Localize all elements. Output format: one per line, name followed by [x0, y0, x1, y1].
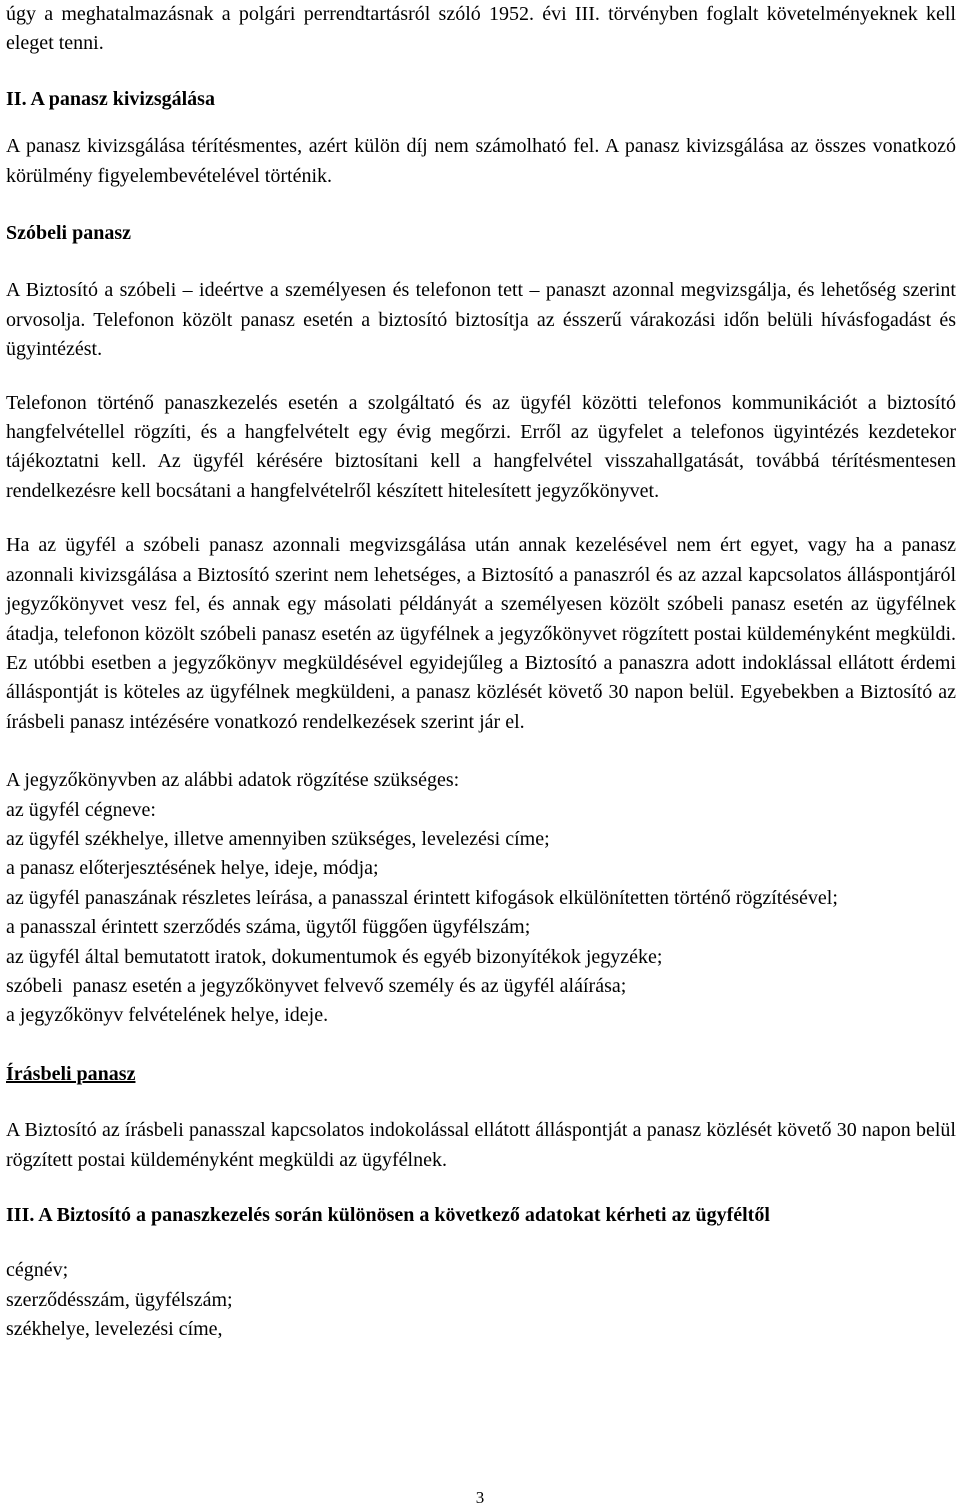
written-complaint-paragraph: A Biztosító az írásbeli panasszal kapcsolatos indokolással ellátott álláspontját a panasz közlését követő 30 napon belül rögzített postai küldeményként megküldi az ügyfélnek.: [6, 1119, 956, 1171]
oral-complaint-paragraph-2: Telefonon történő panaszkezelés esetén a szolgáltató és az ügyfél közötti telefonos kommunikációt a biztosító hangfelvétellel rögzíti, és a hangfelvételt egy évig megőrzi. Erről az ügyfelet a telefonos ügyintézés kezdetekor tájékoztatni kell. Az ügyfél kérésére biztosítani kell a hangfelvétel visszahallgatását, továbbá térítésmentesen rendelkezésre kell bocsátani a hangfelvételről készített hitelesített jegyzőkönyvet.: [6, 391, 956, 502]
record-intro: A jegyzőkönyvben az alábbi adatok rögzítése szükséges:: [6, 769, 460, 792]
written-complaint-heading: Írásbeli panasz: [6, 1062, 136, 1085]
section-2-heading: II. A panasz kivizsgálása: [6, 87, 215, 110]
requested-data-item: szerződésszám, ügyfélszám;: [6, 1288, 233, 1311]
oral-complaint-heading: Szóbeli panasz: [6, 222, 132, 245]
oral-complaint-paragraph-1: A Biztosító a szóbeli – ideértve a személyesen és telefonon tett – panaszt azonnal megvizsgálja, és lehetőség szerint orvosolja. Telefonon közölt panasz esetén a biztosító biztosítja az ésszerű várakozási időn belüli hívásfogadást és ügyintézést.: [6, 279, 956, 361]
record-item: a panasz előterjesztésének helye, ideje, módja;: [6, 857, 379, 880]
oral-complaint-paragraph-3: [6, 531, 956, 737]
record-item: a jegyzőkönyv felvételének helye, ideje.: [6, 1004, 329, 1027]
section-2-paragraph: A panasz kivizsgálása térítésmentes, azért külön díj nem számolható fel. A panasz kivizsgálása az összes vonatkozó körülmény figyelembevételével történik.: [6, 135, 956, 187]
oral-complaint-paragraph-3-main: Ha az ügyfél a szóbeli panasz azonnali megvizsgálása után annak kezelésével nem ért egyet, vagy ha a panasz azonnali kivizsgálása a Biztosító szerint nem lehetséges, a Biztosító a panaszról és az azzal kapcsolatos álláspontjáról jegyzőkönyvet vesz fel, és annak egy másolati példányát a személyesen közölt szóbeli panasz esetén az ügyfélnek átadja, telefonon közölt szóbeli panasz esetén az ügyfélnek a jegyzőkönyvet rögzített postai küldeményként megküldi. Ez utóbbi esetben a jegyzőkönyv megküldésével egyidejűleg a Biztosító a panaszra adott indoklással ellátott érdemi álláspontját is köteles az ügyfélnek megküldeni, a panasz közlését követő 30 napon belül.: [6, 534, 956, 704]
requested-data-item: cégnév;: [6, 1259, 69, 1282]
oral-complaint-paragraph-3-tail: Egyebekben a Biztosító az írásbeli panasz intézésére vonatkozó rendelkezések szerint jár el.: [6, 681, 956, 733]
record-item: az ügyfél székhelye, illetve amennyiben szükséges, levelezési címe;: [6, 827, 550, 850]
record-item: a panasszal érintett szerződés száma, ügytől függően ügyfélszám;: [6, 916, 531, 939]
document-page: [6, 0, 956, 1345]
requested-data-item: székhelye, levelezési címe,: [6, 1318, 223, 1341]
record-item: az ügyfél cégneve:: [6, 798, 156, 821]
record-item: szóbeli panasz esetén a jegyzőkönyvet felvevő személy és az ügyfél aláírása;: [6, 974, 627, 997]
section-3-heading: III. A Biztosító a panaszkezelés során különösen a következő adatokat kérheti az ügyféltől: [6, 1204, 770, 1226]
page-number: 3: [475, 1488, 485, 1507]
intro-paragraph: úgy a meghatalmazásnak a polgári perrendtartásról szóló 1952. évi III. törvényben foglalt követelményeknek kell eleget tenni.: [6, 3, 956, 55]
record-item: az ügyfél panaszának részletes leírása, a panasszal érintett kifogások elkülönítetten történő rögzítésével;: [6, 886, 838, 909]
record-item: az ügyfél által bemutatott iratok, dokumentumok és egyéb bizonyítékok jegyzéke;: [6, 945, 663, 968]
